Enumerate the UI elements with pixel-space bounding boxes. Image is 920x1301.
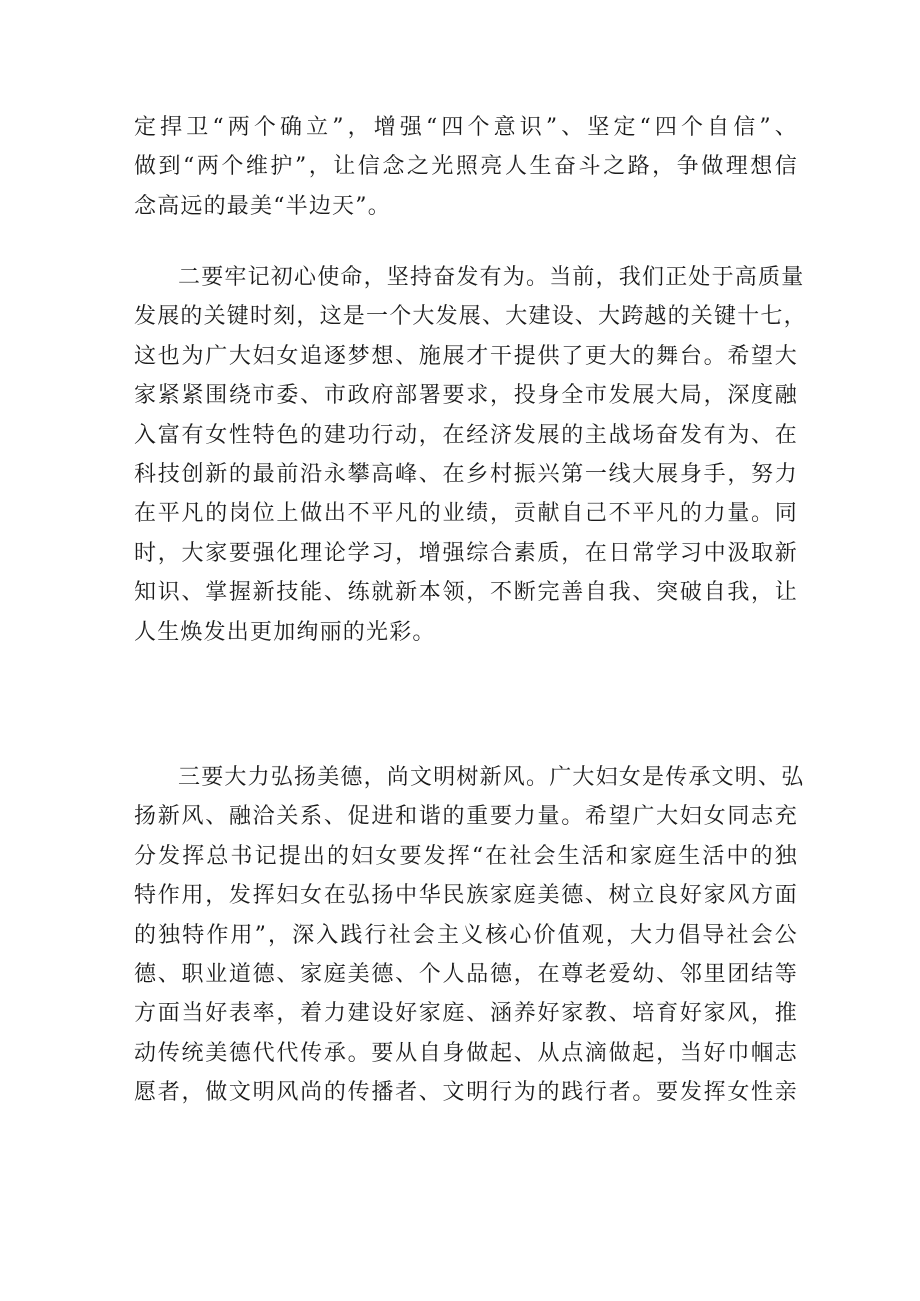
paragraph-line: 人生焕发出更加绚丽的光彩。 — [134, 619, 436, 645]
paragraph-line: 知识、掌握新技能、练就新本领，不断完善自我、突破自我，让 — [134, 580, 798, 606]
paragraph-line: 三要大力弘扬美德，尚文明树新风。广大妇女是传承文明、弘 — [178, 765, 805, 790]
paragraph-line: 分发挥总书记提出的妇女要发挥“在社会生活和家庭生活中的独 — [134, 843, 798, 869]
paragraph-line: 做到“两个维护”，让信念之光照亮人生奋斗之路，争做理想信 — [134, 154, 798, 180]
paragraph-line: 动传统美德代代传承。要从自身做起、从点滴做起，当好巾帼志 — [134, 1040, 798, 1066]
paragraph-line: 的独特作用”，深入践行社会主义核心价值观，大力倡导社会公 — [134, 922, 798, 948]
paragraph-line: 入富有女性特色的建功行动，在经济发展的主战场奋发有为、在 — [134, 422, 798, 448]
paragraph-line: 二要牢记初心使命，坚持奋发有为。当前，我们正处于高质量 — [178, 265, 805, 290]
paragraph-line: 发展的关键时刻，这是一个大发展、大建设、大跨越的关键十七， — [134, 304, 807, 330]
paragraph-line: 愿者，做文明风尚的传播者、文明行为的践行者。要发挥女性亲 — [134, 1080, 798, 1106]
paragraph-1 — [134, 108, 798, 226]
paragraph-3 — [134, 758, 805, 1113]
paragraph-line: 念高远的最美“半边天”。 — [134, 193, 391, 219]
paragraph-line: 扬新风、融洽关系、促进和谐的重要力量。希望广大妇女同志充 — [134, 804, 798, 830]
paragraph-line: 德、职业道德、家庭美德、个人品德，在尊老爱幼、邻里团结等 — [134, 961, 798, 987]
paragraph-line: 这也为广大妇女追逐梦想、施展才干提供了更大的舞台。希望大 — [134, 343, 798, 369]
paragraph-line: 特作用，发挥妇女在弘扬中华民族家庭美德、树立良好家风方面 — [134, 883, 798, 909]
paragraph-line: 科技创新的最前沿永攀高峰、在乡村振兴第一线大展身手，努力 — [134, 461, 798, 487]
paragraph-line: 方面当好表率，着力建设好家庭、涵养好家教、培育好家风，推 — [134, 1001, 798, 1027]
paragraph-line: 时，大家要强化理论学习，增强综合素质，在日常学习中汲取新 — [134, 540, 798, 566]
paragraph-line: 家紧紧围绕市委、市政府部署要求，投身全市发展大局，深度融 — [134, 383, 798, 409]
paragraph-2 — [134, 258, 807, 652]
paragraph-line: 定捍卫“两个确立”，增强“四个意识”、坚定“四个自信”、 — [134, 115, 798, 140]
paragraph-line: 在平凡的岗位上做出不平凡的业绩，贡献自己不平凡的力量。同 — [134, 501, 798, 527]
